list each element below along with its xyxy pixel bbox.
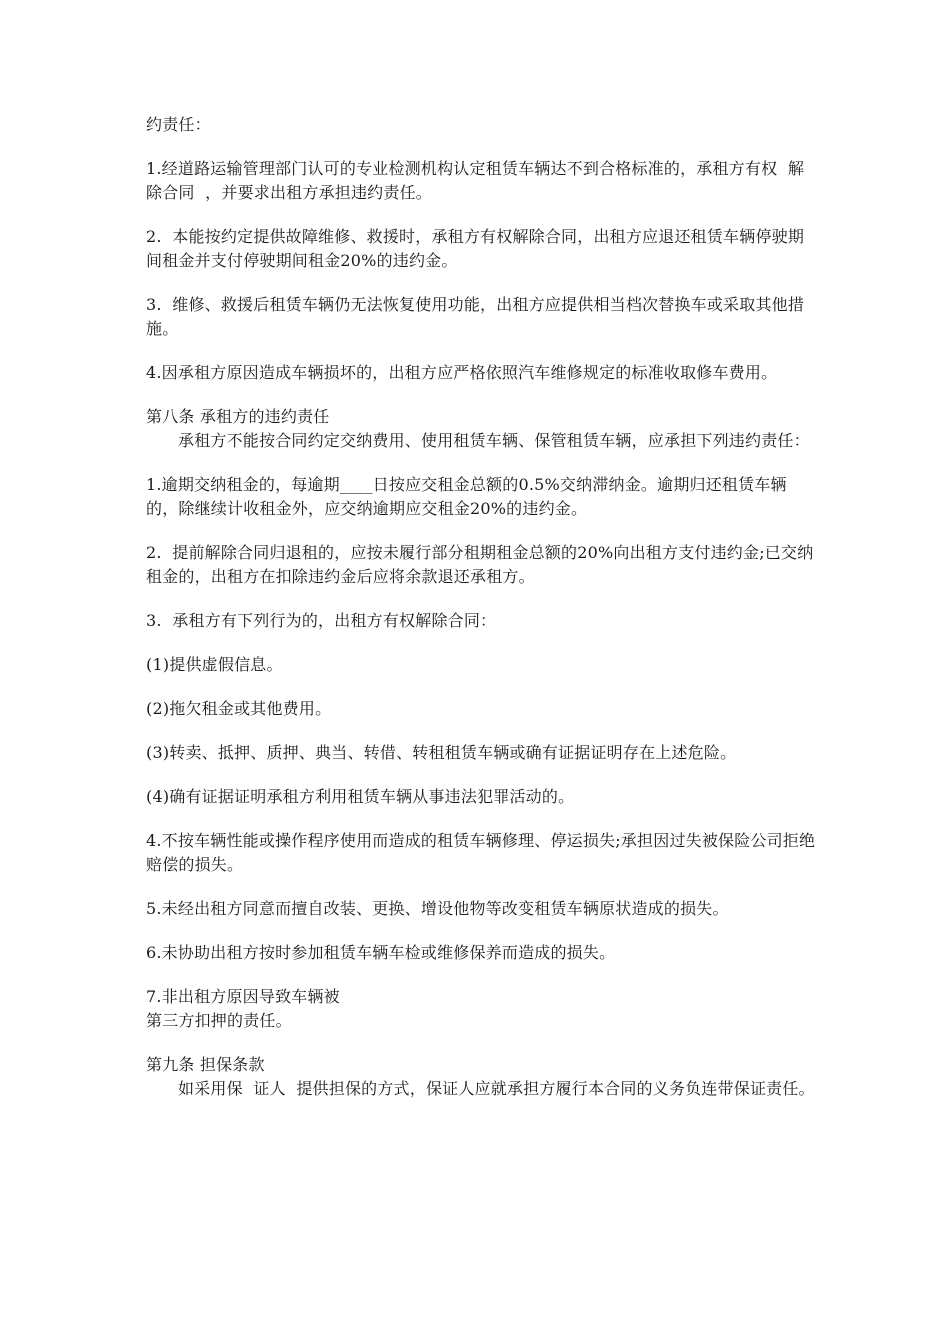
- paragraph-lessee-clause-2: 2. 提前解除合同归退租的，应按未履行部分租期租金总额的20%向出租方支付违约金;已交纳租金的，出租方在扣除违约金后应将余款退还承租方。: [146, 543, 814, 586]
- paragraph-lessee-clause-5: 5.未经出租方同意而擅自改装、更换、增设他物等改变租赁车辆原状造成的损失。: [146, 899, 729, 918]
- paragraph-article-9-body: 如采用保 证人 提供担保的方式，保证人应就承担方履行本合同的义务负连带保证责任。: [178, 1079, 815, 1098]
- paragraph-lessor-clause-4: 4.因承租方原因造成车辆损坏的，出租方应严格依照汽车维修规定的标准收取修车费用。: [146, 363, 778, 382]
- paragraph-lessor-clause-2: 2. 本能按约定提供故障维修、救援时，承租方有权解除合同，出租方应退还租赁车辆停驶期间租金并支付停驶期间租金20%的违约金。: [146, 227, 805, 270]
- paragraph-lessee-item-2: (2)拖欠租金或其他费用。: [146, 699, 332, 718]
- paragraph-lessee-item-1: (1)提供虚假信息。: [146, 655, 283, 674]
- paragraph-lessee-item-3: (3)转卖、抵押、质押、典当、转借、转租租赁车辆或确有证据证明存在上述危险。: [146, 743, 737, 762]
- paragraph-lessee-clause-7-line-1: 7.非出租方原因导致车辆被: [146, 987, 340, 1006]
- paragraph-article-8-intro: 承租方不能按合同约定交纳费用、使用租赁车辆、保管租赁车辆，应承担下列违约责任：: [178, 431, 810, 450]
- paragraph-lessor-clause-3: 3. 维修、救援后租赁车辆仍无法恢复使用功能，出租方应提供相当档次替换车或采取其他措施。: [146, 295, 805, 338]
- paragraph-lessee-clause-1: 1.逾期交纳租金的，每逾期____日按应交租金总额的0.5%交纳滞纳金。逾期归还租赁车辆的，除继续计收租金外，应交纳逾期应交租金20%的违约金。: [146, 475, 787, 518]
- paragraph-lessee-clause-6: 6.未协助出租方按时参加租赁车辆车检或维修保养而造成的损失。: [146, 943, 616, 962]
- document-body: [146, 113, 816, 1121]
- article-8-heading: 第八条 承租方的违约责任: [146, 407, 330, 426]
- paragraph-liability-intro: 约责任：: [146, 115, 211, 134]
- paragraph-lessee-clause-4: 4.不按车辆性能或操作程序使用而造成的租赁车辆修理、停运损失;承担因过失被保险公司拒绝赔偿的损失。: [146, 831, 816, 874]
- article-9-heading: 第九条 担保条款: [146, 1055, 265, 1074]
- paragraph-lessee-clause-7-line-2: 第三方扣押的责任。: [146, 1011, 292, 1030]
- paragraph-lessee-clause-3: 3. 承租方有下列行为的，出租方有权解除合同：: [146, 611, 497, 630]
- paragraph-lessee-item-4: (4)确有证据证明承租方利用租赁车辆从事违法犯罪活动的。: [146, 787, 575, 806]
- paragraph-lessor-clause-1: 1.经道路运输管理部门认可的专业检测机构认定租赁车辆达不到合格标准的，承租方有权 解除合同 ，并要求出租方承担违约责任。: [146, 159, 805, 202]
